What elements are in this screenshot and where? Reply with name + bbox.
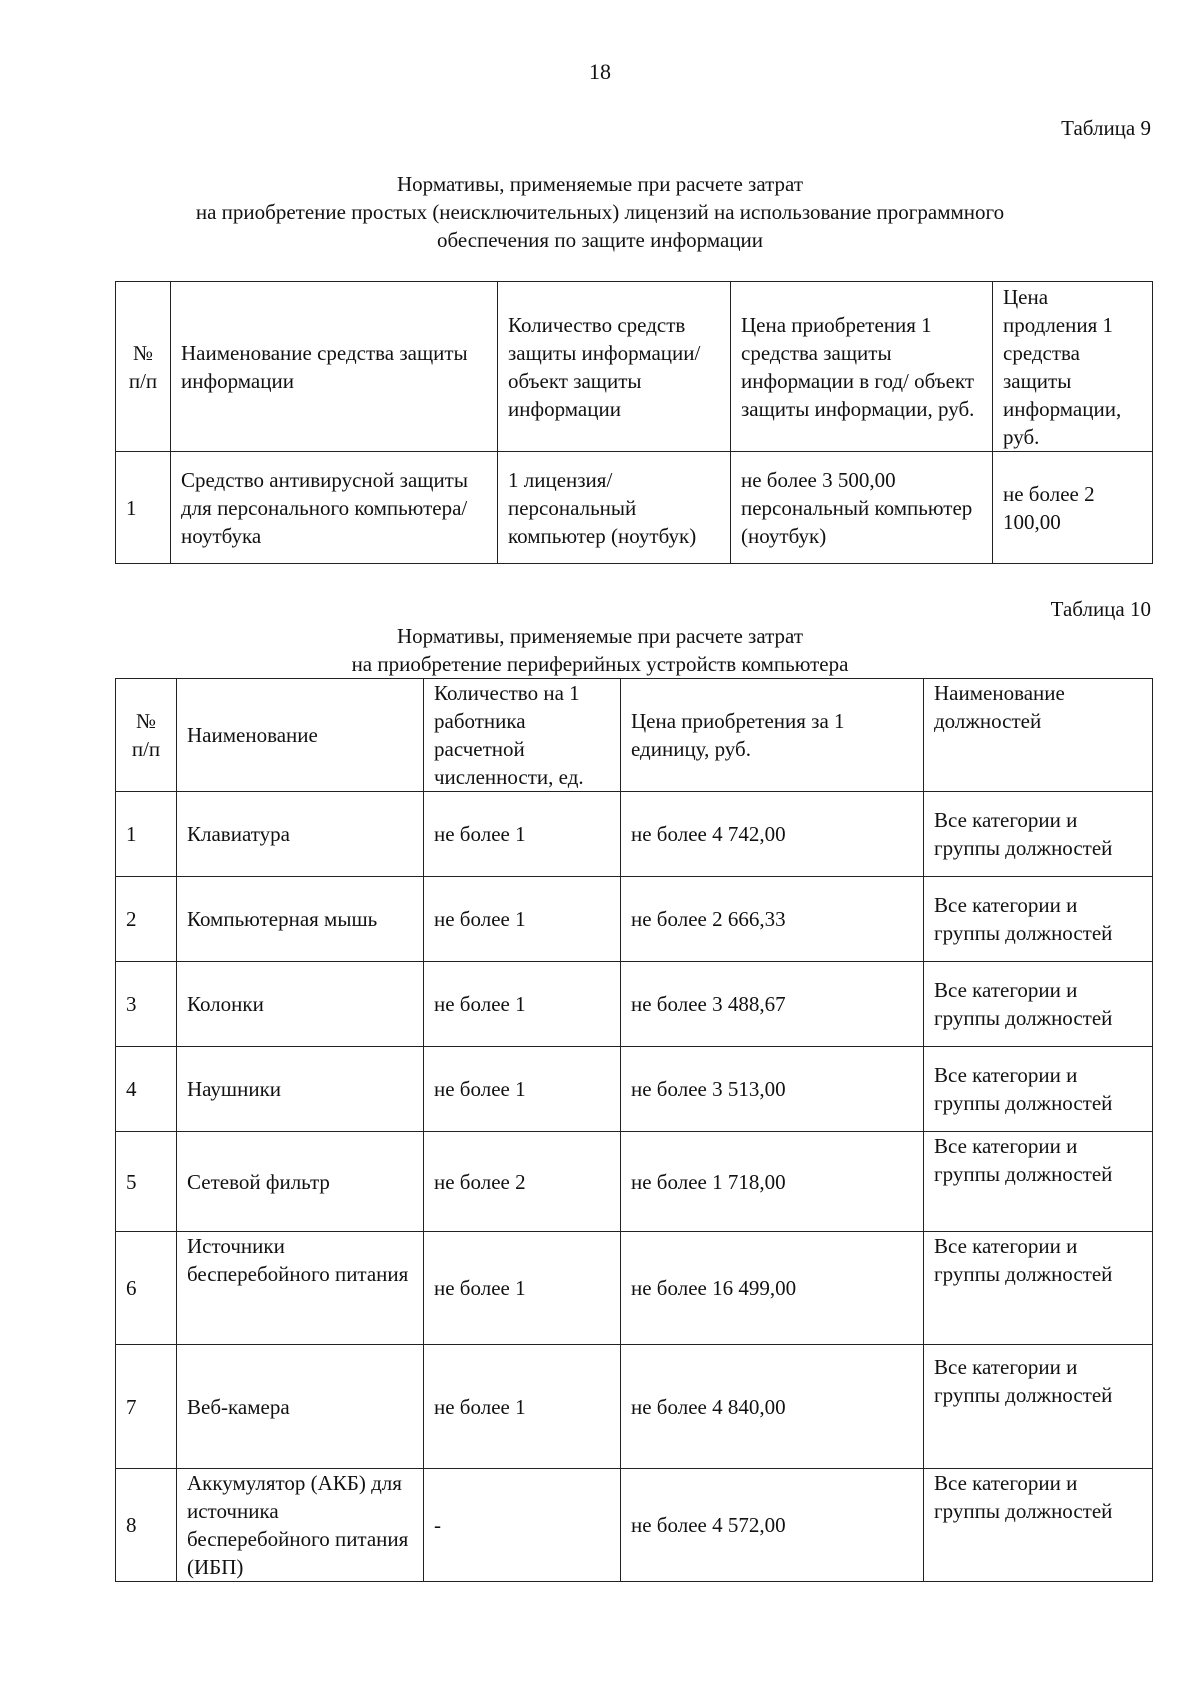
table-10-cell: Все категории и группы должностей <box>924 1469 1153 1582</box>
table-10-header-cell: Наименование должностей <box>924 679 1153 792</box>
table-10-cell: Все категории и группы должностей <box>924 877 1153 962</box>
table-row <box>116 1345 1153 1469</box>
table-10-header-cell: Количество на 1 работника расчетной численности, ед. <box>424 679 621 792</box>
table-10-cell: не более 1 <box>424 1345 621 1469</box>
table-10 <box>115 678 1153 1582</box>
table-10-cell: не более 1 <box>424 962 621 1047</box>
table-row <box>116 1047 1153 1132</box>
table-9-cell: 1 <box>116 452 171 564</box>
table-10-cell: 5 <box>116 1132 177 1232</box>
table-9-header-cell: Цена приобретения 1 средства защиты информации в год/ объект защиты информации, руб. <box>731 282 993 452</box>
table-10-cell: 4 <box>116 1047 177 1132</box>
table-10-cell: - <box>424 1469 621 1582</box>
table-10-cell: не более 2 666,33 <box>621 877 924 962</box>
table-10-cell: Веб-камера <box>177 1345 424 1469</box>
table-9-header-cell: № п/п <box>116 282 171 452</box>
table-9-cell: не более 3 500,00 персональный компьютер (ноутбук) <box>731 452 993 564</box>
table-10-header-cell: Наименование <box>177 679 424 792</box>
table-row <box>116 1232 1153 1345</box>
table-row <box>116 962 1153 1047</box>
table-10-cell: Клавиатура <box>177 792 424 877</box>
table-row <box>116 1469 1153 1582</box>
table-10-heading-line: на приобретение периферийных устройств компьютера <box>351 652 849 676</box>
table-10-heading <box>0 622 1200 678</box>
table-10-cell: 2 <box>116 877 177 962</box>
table-10-cell: не более 4 840,00 <box>621 1345 924 1469</box>
table-10-header-cell: Цена приобретения за 1 единицу, руб. <box>621 679 924 792</box>
table-10-cell: 7 <box>116 1345 177 1469</box>
table-10-cell: Все категории и группы должностей <box>924 1232 1153 1345</box>
table-10-cell: Все категории и группы должностей <box>924 792 1153 877</box>
table-10-cell: не более 3 488,67 <box>621 962 924 1047</box>
table-9-header-cell: Количество средств защиты информации/объект защиты информации <box>498 282 731 452</box>
table-row <box>116 792 1153 877</box>
table-10-cell: не более 1 <box>424 792 621 877</box>
table-10-header-cell: № п/п <box>116 679 177 792</box>
table-10-cell: Аккумулятор (АКБ) для источника бесперебойного питания (ИБП) <box>177 1469 424 1582</box>
table-10-heading-line: Нормативы, применяемые при расчете затрат <box>396 624 804 648</box>
table-10-cell: Источники бесперебойного питания <box>177 1232 424 1345</box>
table-10-cell: Все категории и группы должностей <box>924 1047 1153 1132</box>
table-10-cell: Все категории и группы должностей <box>924 1132 1153 1232</box>
table-9-heading-line: Нормативы, применяемые при расчете затрат <box>396 172 804 196</box>
table-9-label: Таблица 9 <box>1061 116 1151 140</box>
table-10-cell: не более 4 572,00 <box>621 1469 924 1582</box>
table-9 <box>115 281 1153 564</box>
table-9-heading-line: обеспечения по защите информации <box>436 228 764 252</box>
table-10-cell: не более 3 513,00 <box>621 1047 924 1132</box>
table-10-cell: 1 <box>116 792 177 877</box>
table-9-header-row <box>116 282 1153 452</box>
table-10-cell: не более 1 <box>424 1232 621 1345</box>
table-10-cell: Компьютерная мышь <box>177 877 424 962</box>
table-9-cell: Средство антивирусной защиты для персонального компьютера/ноутбука <box>171 452 498 564</box>
table-10-cell: не более 16 499,00 <box>621 1232 924 1345</box>
table-10-cell: Наушники <box>177 1047 424 1132</box>
table-10-header-row <box>116 679 1153 792</box>
table-9-header-cell: Наименование средства защиты информации <box>171 282 498 452</box>
table-10-cell: 3 <box>116 962 177 1047</box>
table-10-cell: не более 1 <box>424 1047 621 1132</box>
table-9-heading <box>0 170 1200 254</box>
table-10-cell: Все категории и группы должностей <box>924 1345 1153 1469</box>
table-10-cell: не более 1 <box>424 877 621 962</box>
page-number: 18 <box>589 59 611 84</box>
table-row <box>116 877 1153 962</box>
table-10-cell: Сетевой фильтр <box>177 1132 424 1232</box>
table-9-header-cell: Цена продления 1 средства защиты информации, руб. <box>993 282 1153 452</box>
table-9-cell: не более 2 100,00 <box>993 452 1153 564</box>
table-9-heading-line: на приобретение простых (неисключительных) лицензий на использование программного <box>195 200 1005 224</box>
table-10-cell: не более 4 742,00 <box>621 792 924 877</box>
table-10-cell: 6 <box>116 1232 177 1345</box>
table-10-cell: Колонки <box>177 962 424 1047</box>
table-10-cell: не более 2 <box>424 1132 621 1232</box>
table-9-cell: 1 лицензия/ персональный компьютер (ноутбук) <box>498 452 731 564</box>
table-row <box>116 1132 1153 1232</box>
table-10-cell: 8 <box>116 1469 177 1582</box>
table-10-label: Таблица 10 <box>1050 597 1151 621</box>
table-row <box>116 452 1153 564</box>
table-10-cell: не более 1 718,00 <box>621 1132 924 1232</box>
table-10-cell: Все категории и группы должностей <box>924 962 1153 1047</box>
